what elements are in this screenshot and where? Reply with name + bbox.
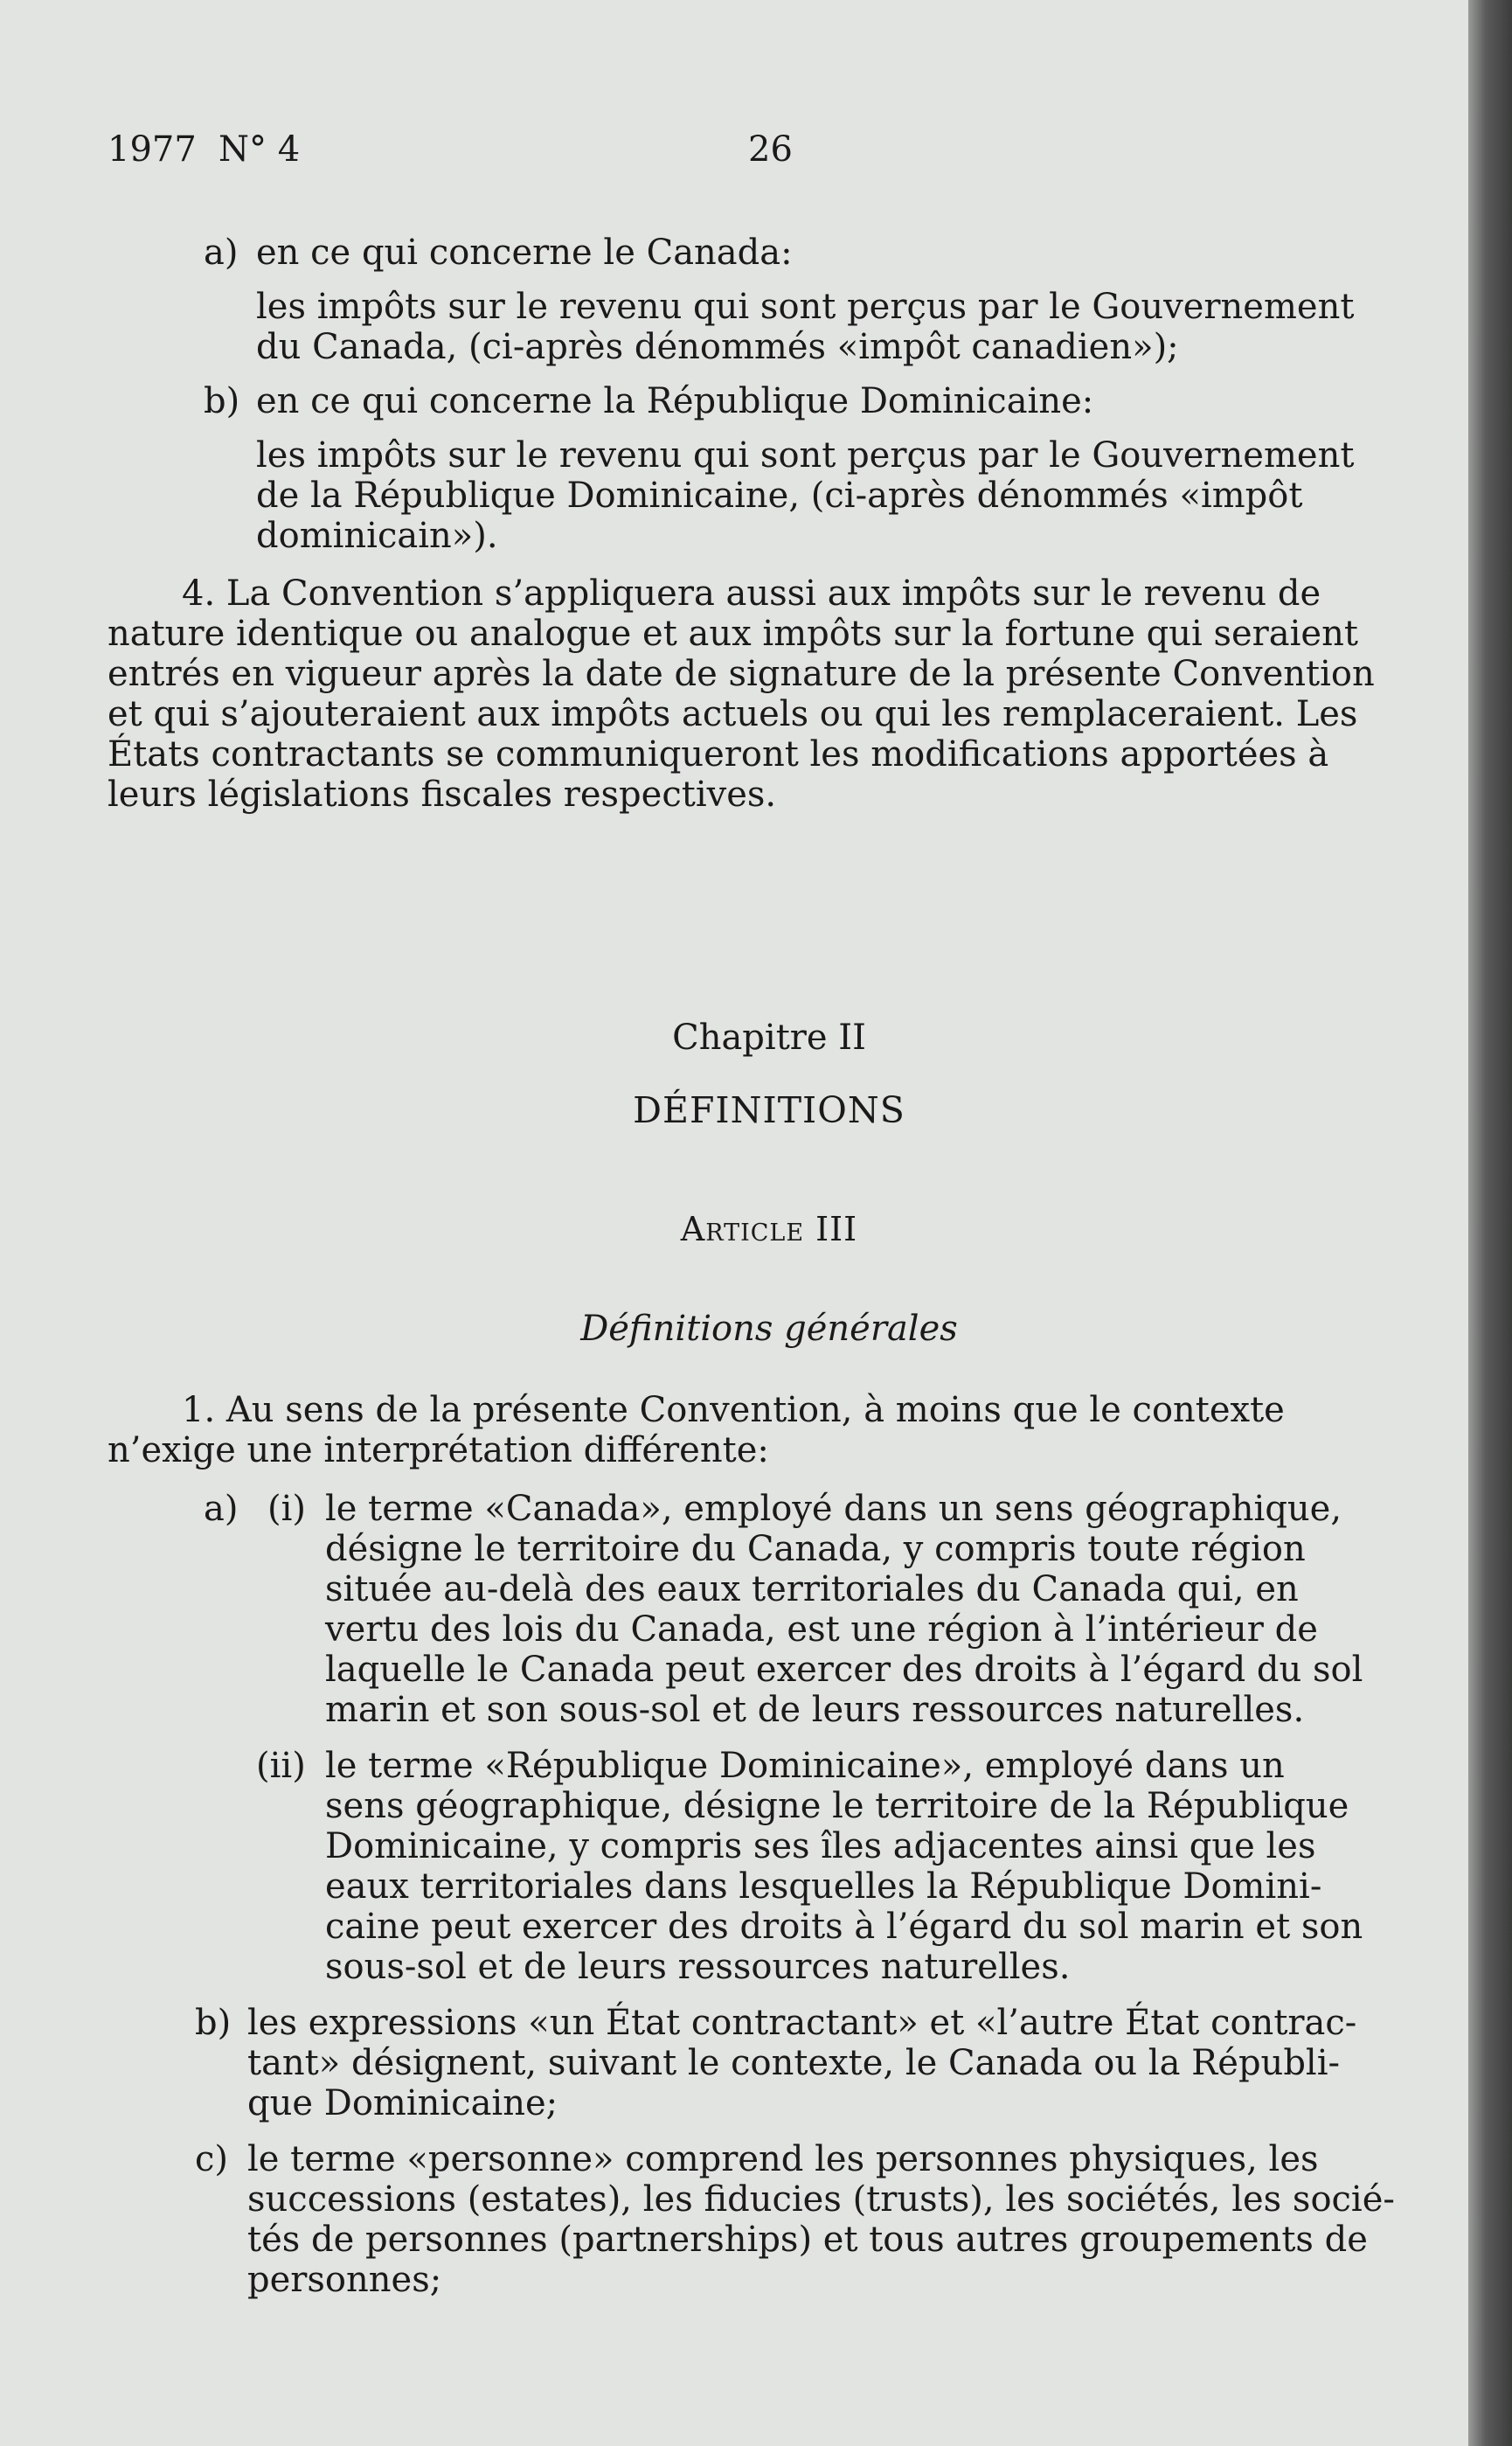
item-line: caine peut exercer des droits à l’égard du sol marin et son <box>325 1907 1363 1947</box>
item-line: le terme «personne» comprend les personnes physiques, les <box>247 2139 1319 2179</box>
chapter-label: Chapitre II <box>672 1018 866 1058</box>
item-line: le terme «Canada», employé dans un sens géographique, <box>325 1489 1342 1529</box>
item-ii-label: (ii) <box>256 1746 306 1786</box>
paragraph-line: nature identique ou analogue et aux impôts sur la fortune qui seraient <box>108 614 1358 654</box>
item-i-label: (i) <box>267 1489 307 1529</box>
paragraph-line: 4. La Convention s’appliquera aussi aux impôts sur le revenu de <box>182 573 1321 614</box>
item-line: sens géographique, désigne le territoire de la République <box>325 1786 1349 1826</box>
item-line: située au-delà des eaux territoriales du Canada qui, en <box>325 1569 1299 1609</box>
paragraph-line: États contractants se communiqueront les modifications apportées à <box>108 734 1329 775</box>
header-year: 1977 <box>108 129 197 170</box>
paragraph-line: 1. Au sens de la présente Convention, à moins que le contexte <box>182 1390 1285 1430</box>
item-line: que Dominicaine; <box>247 2083 558 2123</box>
item-b-label: b) <box>195 2003 232 2043</box>
item-a-line: du Canada, (ci-après dénommés «impôt canadien»); <box>256 327 1179 367</box>
article-subtitle: Définitions générales <box>580 1309 958 1349</box>
item-line: personnes; <box>247 2260 442 2300</box>
header-page-number: 26 <box>748 129 793 170</box>
item-b-line: les impôts sur le revenu qui sont perçus par le Gouvernement <box>256 435 1355 476</box>
item-b-label: b) <box>204 381 240 421</box>
item-b-heading: en ce qui concerne la République Dominicaine: <box>256 381 1094 421</box>
header-issue: N° 4 <box>218 129 301 170</box>
item-a-line: les impôts sur le revenu qui sont perçus par le Gouvernement <box>256 287 1355 327</box>
item-c-label: c) <box>195 2139 229 2179</box>
item-line: successions (estates), les fiducies (trusts), les sociétés, les socié- <box>247 2179 1395 2220</box>
item-a-label: a) <box>204 233 239 273</box>
item-b-line: de la République Dominicaine, (ci-après dénommés «impôt <box>256 476 1303 516</box>
item-line: Dominicaine, y compris ses îles adjacentes ainsi que les <box>325 1826 1316 1866</box>
paragraph-line: entrés en vigueur après la date de signature de la présente Convention <box>108 654 1375 694</box>
item-a-label: a) <box>204 1489 239 1529</box>
item-b-line: dominicain»). <box>256 516 498 556</box>
item-a-heading: en ce qui concerne le Canada: <box>256 233 793 273</box>
paragraph-line: n’exige une interprétation différente: <box>108 1430 769 1470</box>
item-line: tant» désignent, suivant le contexte, le Canada ou la Républi- <box>247 2043 1341 2083</box>
item-line: laquelle le Canada peut exercer des droits à l’égard du sol <box>325 1650 1363 1690</box>
page-binding-edge <box>1468 0 1512 2446</box>
article-heading: Article III <box>680 1210 858 1248</box>
item-line: vertu des lois du Canada, est une région à l’intérieur de <box>325 1609 1318 1650</box>
chapter-title: DÉFINITIONS <box>633 1089 905 1131</box>
item-line: désigne le territoire du Canada, y compris toute région <box>325 1529 1306 1569</box>
paragraph-line: leurs législations fiscales respectives. <box>108 775 777 815</box>
item-line: tés de personnes (partnerships) et tous autres groupements de <box>247 2220 1368 2260</box>
item-line: sous-sol et de leurs ressources naturelles. <box>325 1947 1071 1987</box>
paragraph-line: et qui s’ajouteraient aux impôts actuels ou qui les remplaceraient. Les <box>108 694 1358 734</box>
item-line: marin et son sous-sol et de leurs ressources naturelles. <box>325 1690 1305 1730</box>
item-line: eaux territoriales dans lesquelles la République Domini- <box>325 1866 1322 1907</box>
item-line: le terme «République Dominicaine», employé dans un <box>325 1746 1285 1786</box>
item-line: les expressions «un État contractant» et «l’autre État contrac- <box>247 2003 1357 2043</box>
